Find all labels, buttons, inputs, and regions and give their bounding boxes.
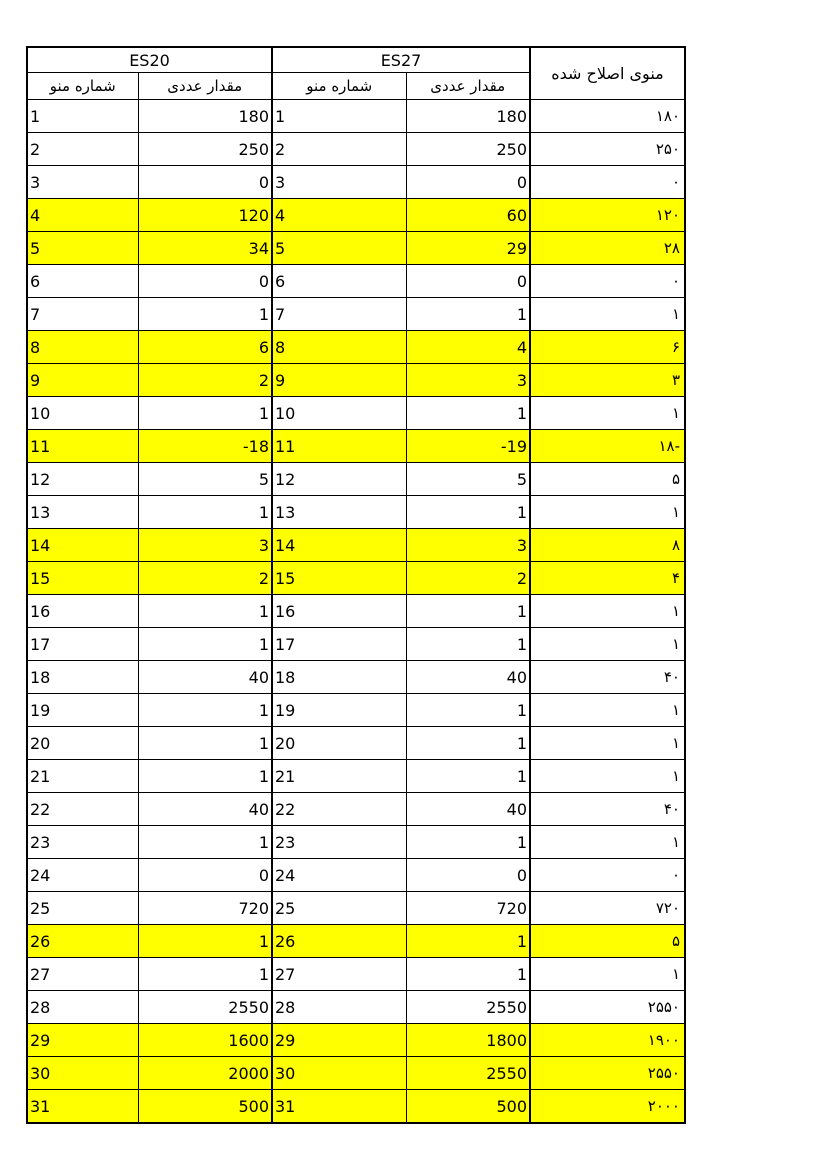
es20-value-cell: -18: [138, 430, 272, 463]
es20-value-cell: 1: [138, 595, 272, 628]
corrected-value-cell: -۱۸: [530, 430, 685, 463]
es20-value-cell: 1: [138, 298, 272, 331]
corrected-value-cell: ۱۸۰: [530, 100, 685, 133]
es27-value-cell: 1: [406, 496, 530, 529]
es27-value-cell: 1800: [406, 1024, 530, 1057]
table-row: [27, 595, 685, 628]
es20-value-cell: 40: [138, 661, 272, 694]
es20-menu-cell: 27: [27, 958, 138, 991]
corrected-value-cell: ۱۲۰: [530, 199, 685, 232]
corrected-value-cell: ۲۰۰۰: [530, 1090, 685, 1124]
table-row: [27, 232, 685, 265]
es27-menu-cell: 27: [272, 958, 406, 991]
es27-value-cell: 2550: [406, 991, 530, 1024]
corrected-value-cell: ۰: [530, 265, 685, 298]
es27-value-cell: -19: [406, 430, 530, 463]
corrected-value-cell: ۱: [530, 397, 685, 430]
es27-value-cell: 500: [406, 1090, 530, 1124]
es20-menu-cell: 8: [27, 331, 138, 364]
es20-menu-cell: 1: [27, 100, 138, 133]
es27-value-cell: 4: [406, 331, 530, 364]
corrected-value-cell: ۵: [530, 463, 685, 496]
es27-value-cell: 1: [406, 760, 530, 793]
corrected-menu-header: منوی اصلاح شده: [530, 47, 685, 100]
corrected-value-cell: ۳: [530, 364, 685, 397]
es20-value-cell: 1: [138, 958, 272, 991]
es27-menu-cell: 14: [272, 529, 406, 562]
es20-value-cell: 1: [138, 397, 272, 430]
table-row: [27, 166, 685, 199]
es27-menu-cell: 10: [272, 397, 406, 430]
corrected-value-cell: ۱: [530, 694, 685, 727]
table-row: [27, 694, 685, 727]
es20-menu-cell: 20: [27, 727, 138, 760]
es20-menu-cell: 5: [27, 232, 138, 265]
table-row: [27, 100, 685, 133]
es20-value-cell: 120: [138, 199, 272, 232]
es27-value-cell: 2: [406, 562, 530, 595]
es27-menu-cell: 23: [272, 826, 406, 859]
table-row: [27, 199, 685, 232]
es20-value-cell: 3: [138, 529, 272, 562]
es20-menu-no-header: شماره منو: [27, 73, 138, 100]
es27-value-cell: 1: [406, 826, 530, 859]
table-row: [27, 562, 685, 595]
table-row: [27, 430, 685, 463]
corrected-value-cell: ۲۵۰: [530, 133, 685, 166]
es27-value-header: مقدار عددی: [406, 73, 530, 100]
es27-value-cell: 40: [406, 661, 530, 694]
comparison-table: [26, 46, 686, 1124]
table-row: [27, 925, 685, 958]
es27-menu-cell: 22: [272, 793, 406, 826]
corrected-value-cell: ۰: [530, 859, 685, 892]
es20-menu-cell: 25: [27, 892, 138, 925]
corrected-value-cell: ۱: [530, 496, 685, 529]
table-row: [27, 958, 685, 991]
es20-value-cell: 34: [138, 232, 272, 265]
es27-menu-cell: 12: [272, 463, 406, 496]
es27-value-cell: 720: [406, 892, 530, 925]
es20-menu-cell: 19: [27, 694, 138, 727]
table-row: [27, 364, 685, 397]
es20-menu-cell: 9: [27, 364, 138, 397]
es27-menu-cell: 11: [272, 430, 406, 463]
es27-value-cell: 1: [406, 595, 530, 628]
es27-menu-cell: 26: [272, 925, 406, 958]
es27-menu-cell: 29: [272, 1024, 406, 1057]
es27-menu-cell: 8: [272, 331, 406, 364]
es27-menu-cell: 5: [272, 232, 406, 265]
es27-menu-cell: 9: [272, 364, 406, 397]
corrected-value-cell: ۲۵۵۰: [530, 1057, 685, 1090]
table-row: [27, 133, 685, 166]
corrected-value-cell: ۱: [530, 628, 685, 661]
es27-value-cell: 40: [406, 793, 530, 826]
table-row: [27, 760, 685, 793]
es20-value-cell: 1: [138, 496, 272, 529]
es27-menu-cell: 21: [272, 760, 406, 793]
es27-menu-cell: 16: [272, 595, 406, 628]
corrected-value-cell: ۴۰: [530, 793, 685, 826]
es27-menu-cell: 19: [272, 694, 406, 727]
corrected-value-cell: ۱: [530, 826, 685, 859]
table-row: [27, 298, 685, 331]
es27-value-cell: 0: [406, 859, 530, 892]
es20-value-cell: 6: [138, 331, 272, 364]
es20-menu-cell: 16: [27, 595, 138, 628]
es20-menu-cell: 11: [27, 430, 138, 463]
es20-value-cell: 40: [138, 793, 272, 826]
es27-value-cell: 1: [406, 694, 530, 727]
es27-value-cell: 3: [406, 364, 530, 397]
es20-menu-cell: 28: [27, 991, 138, 1024]
es27-menu-cell: 15: [272, 562, 406, 595]
es20-value-cell: 1600: [138, 1024, 272, 1057]
es27-value-cell: 0: [406, 166, 530, 199]
es20-menu-cell: 12: [27, 463, 138, 496]
table-row: [27, 793, 685, 826]
table-row: [27, 628, 685, 661]
es20-menu-cell: 6: [27, 265, 138, 298]
es27-value-cell: 29: [406, 232, 530, 265]
es20-value-cell: 500: [138, 1090, 272, 1124]
corrected-value-cell: ۱: [530, 760, 685, 793]
es20-menu-cell: 31: [27, 1090, 138, 1124]
es27-menu-cell: 2: [272, 133, 406, 166]
es27-menu-cell: 28: [272, 991, 406, 1024]
es27-value-cell: 180: [406, 100, 530, 133]
es20-value-cell: 1: [138, 628, 272, 661]
corrected-value-cell: ۴: [530, 562, 685, 595]
header-row-groups: [27, 47, 685, 73]
es20-menu-cell: 18: [27, 661, 138, 694]
es27-value-cell: 250: [406, 133, 530, 166]
es27-menu-cell: 4: [272, 199, 406, 232]
es20-value-cell: 0: [138, 265, 272, 298]
es27-menu-cell: 30: [272, 1057, 406, 1090]
es20-menu-cell: 22: [27, 793, 138, 826]
corrected-value-cell: ۷۲۰: [530, 892, 685, 925]
es27-menu-cell: 6: [272, 265, 406, 298]
es20-menu-cell: 23: [27, 826, 138, 859]
corrected-value-cell: ۲۵۵۰: [530, 991, 685, 1024]
es27-menu-no-header: شماره منو: [272, 73, 406, 100]
es27-group-header: ES27: [272, 47, 530, 73]
table-row: [27, 1090, 685, 1124]
corrected-value-cell: ۱۹۰۰: [530, 1024, 685, 1057]
es27-menu-cell: 1: [272, 100, 406, 133]
table-row: [27, 727, 685, 760]
es20-value-cell: 0: [138, 166, 272, 199]
es27-value-cell: 1: [406, 298, 530, 331]
es20-menu-cell: 24: [27, 859, 138, 892]
es20-value-cell: 0: [138, 859, 272, 892]
es20-value-cell: 1: [138, 694, 272, 727]
es27-value-cell: 3: [406, 529, 530, 562]
es27-value-cell: 5: [406, 463, 530, 496]
es20-value-cell: 720: [138, 892, 272, 925]
corrected-value-cell: ۱: [530, 595, 685, 628]
table-row: [27, 661, 685, 694]
table-row: [27, 1057, 685, 1090]
es20-value-cell: 2: [138, 562, 272, 595]
es27-menu-cell: 20: [272, 727, 406, 760]
es20-value-cell: 1: [138, 727, 272, 760]
es20-menu-cell: 21: [27, 760, 138, 793]
es20-value-cell: 2: [138, 364, 272, 397]
es20-value-cell: 5: [138, 463, 272, 496]
corrected-value-cell: ۵: [530, 925, 685, 958]
table-row: [27, 991, 685, 1024]
es20-menu-cell: 2: [27, 133, 138, 166]
es27-value-cell: 1: [406, 628, 530, 661]
es20-menu-cell: 10: [27, 397, 138, 430]
es20-menu-cell: 30: [27, 1057, 138, 1090]
es27-menu-cell: 25: [272, 892, 406, 925]
table-row: [27, 826, 685, 859]
es20-value-cell: 2550: [138, 991, 272, 1024]
es27-value-cell: 2550: [406, 1057, 530, 1090]
es20-value-cell: 1: [138, 925, 272, 958]
corrected-value-cell: ۱: [530, 298, 685, 331]
es20-menu-cell: 4: [27, 199, 138, 232]
es27-menu-cell: 7: [272, 298, 406, 331]
es20-value-cell: 1: [138, 826, 272, 859]
table-row: [27, 496, 685, 529]
table-row: [27, 265, 685, 298]
corrected-value-cell: ۸: [530, 529, 685, 562]
corrected-value-cell: ۲۸: [530, 232, 685, 265]
es20-menu-cell: 17: [27, 628, 138, 661]
table-row: [27, 892, 685, 925]
es20-menu-cell: 26: [27, 925, 138, 958]
table-row: [27, 331, 685, 364]
es20-value-cell: 2000: [138, 1057, 272, 1090]
es27-value-cell: 0: [406, 265, 530, 298]
es27-value-cell: 1: [406, 727, 530, 760]
es27-menu-cell: 17: [272, 628, 406, 661]
es27-menu-cell: 13: [272, 496, 406, 529]
es20-value-header: مقدار عددی: [138, 73, 272, 100]
es27-value-cell: 60: [406, 199, 530, 232]
es27-menu-cell: 3: [272, 166, 406, 199]
table-row: [27, 529, 685, 562]
corrected-value-cell: ۴۰: [530, 661, 685, 694]
table-row: [27, 1024, 685, 1057]
es20-menu-cell: 15: [27, 562, 138, 595]
es27-menu-cell: 18: [272, 661, 406, 694]
table-row: [27, 859, 685, 892]
es20-value-cell: 250: [138, 133, 272, 166]
corrected-value-cell: ۱: [530, 958, 685, 991]
es27-value-cell: 1: [406, 958, 530, 991]
es20-menu-cell: 7: [27, 298, 138, 331]
es20-value-cell: 180: [138, 100, 272, 133]
es27-menu-cell: 24: [272, 859, 406, 892]
es20-menu-cell: 13: [27, 496, 138, 529]
es20-menu-cell: 14: [27, 529, 138, 562]
corrected-value-cell: ۱: [530, 727, 685, 760]
table-row: [27, 397, 685, 430]
table-row: [27, 463, 685, 496]
corrected-value-cell: ۶: [530, 331, 685, 364]
es27-menu-cell: 31: [272, 1090, 406, 1124]
es27-value-cell: 1: [406, 925, 530, 958]
es20-value-cell: 1: [138, 760, 272, 793]
es20-group-header: ES20: [27, 47, 272, 73]
es20-menu-cell: 3: [27, 166, 138, 199]
es20-menu-cell: 29: [27, 1024, 138, 1057]
es27-value-cell: 1: [406, 397, 530, 430]
corrected-value-cell: ۰: [530, 166, 685, 199]
